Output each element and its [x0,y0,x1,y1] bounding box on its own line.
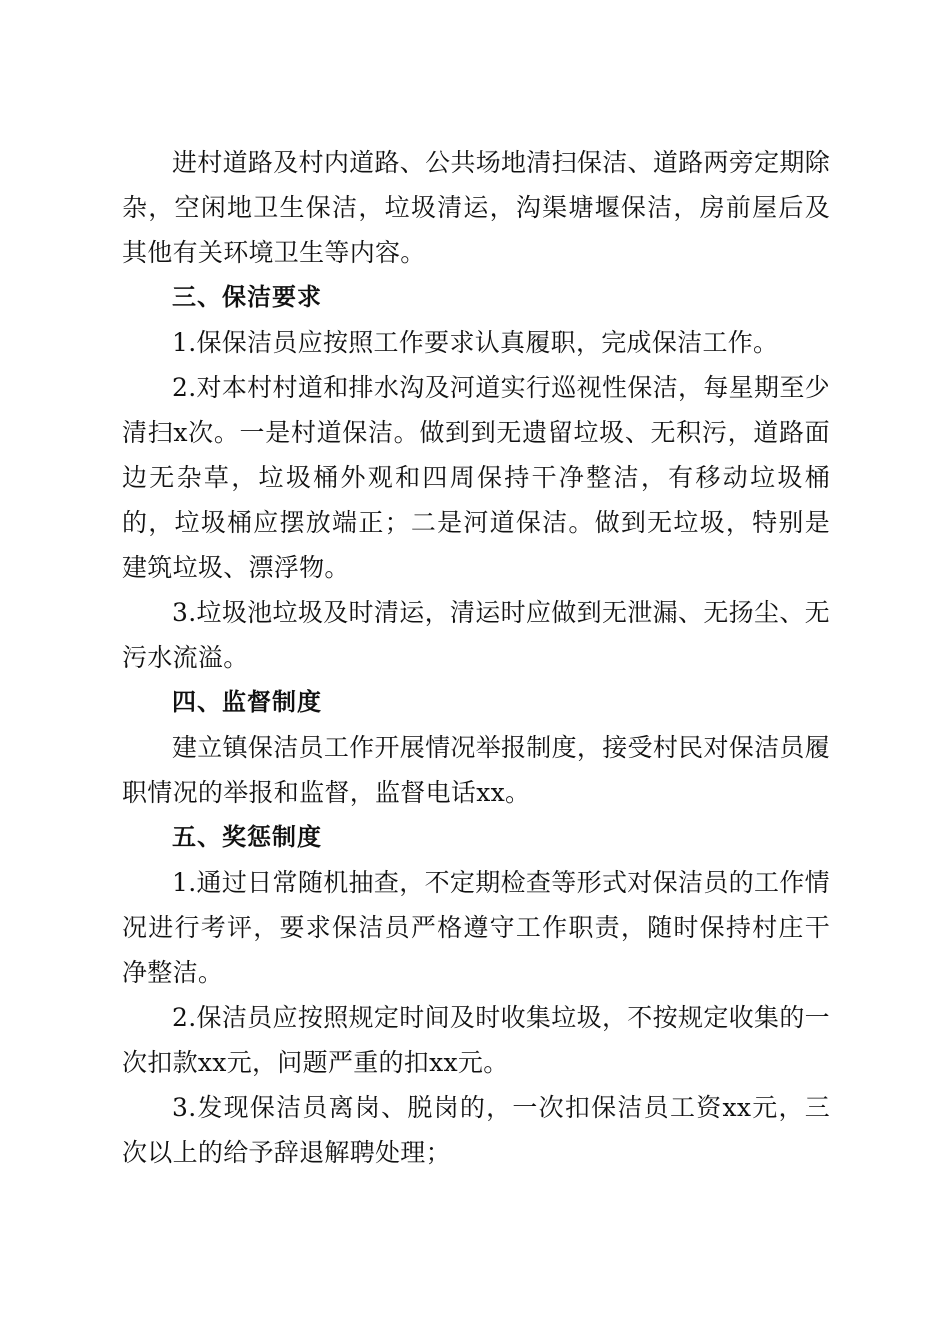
section-heading-cleaning-requirements: 三、保洁要求 [172,283,322,311]
section-heading-rewards-penalties: 五、奖惩制度 [172,823,322,851]
paragraph-supervision: 建立镇保洁员工作开展情况举报制度，接受村民对保洁员履职情况的举报和监督，监督电话xx。 [122,733,830,807]
paragraph-cleaning-scope: 进村道路及村内道路、公共场地清扫保洁、道路两旁定期除杂，空闲地卫生保洁，垃圾清运，沟渠塘堰保洁，房前屋后及其他有关环境卫生等内容。 [122,148,830,267]
paragraph-penalty-3: 3.发现保洁员离岗、脱岗的，一次扣保洁员工资xx元，三次以上的给予辞退解聘处理； [122,1093,830,1167]
paragraph-penalty-2: 2.保洁员应按照规定时间及时收集垃圾，不按规定收集的一次扣款xx元，问题严重的扣xx元。 [122,1003,830,1077]
section-heading-supervision: 四、监督制度 [172,688,322,716]
paragraph-penalty-1: 1.通过日常随机抽查，不定期检查等形式对保洁员的工作情况进行考评，要求保洁员严格遵守工作职责，随时保持村庄干净整洁。 [122,868,830,987]
paragraph-requirement-1: 1.保保洁员应按照工作要求认真履职，完成保洁工作。 [172,328,779,357]
document-page [122,140,830,1175]
paragraph-requirement-2: 2.对本村村道和排水沟及河道实行巡视性保洁，每星期至少清扫x次。一是村道保洁。做到到无遗留垃圾、无积污，道路面边无杂草，垃圾桶外观和四周保持干净整洁，有移动垃圾桶的，垃圾桶应摆放端正；二是河道保洁。做到无垃圾，特别是建筑垃圾、漂浮物。 [122,373,830,582]
paragraph-requirement-3: 3.垃圾池垃圾及时清运，清运时应做到无泄漏、无扬尘、无污水流溢。 [122,598,830,672]
